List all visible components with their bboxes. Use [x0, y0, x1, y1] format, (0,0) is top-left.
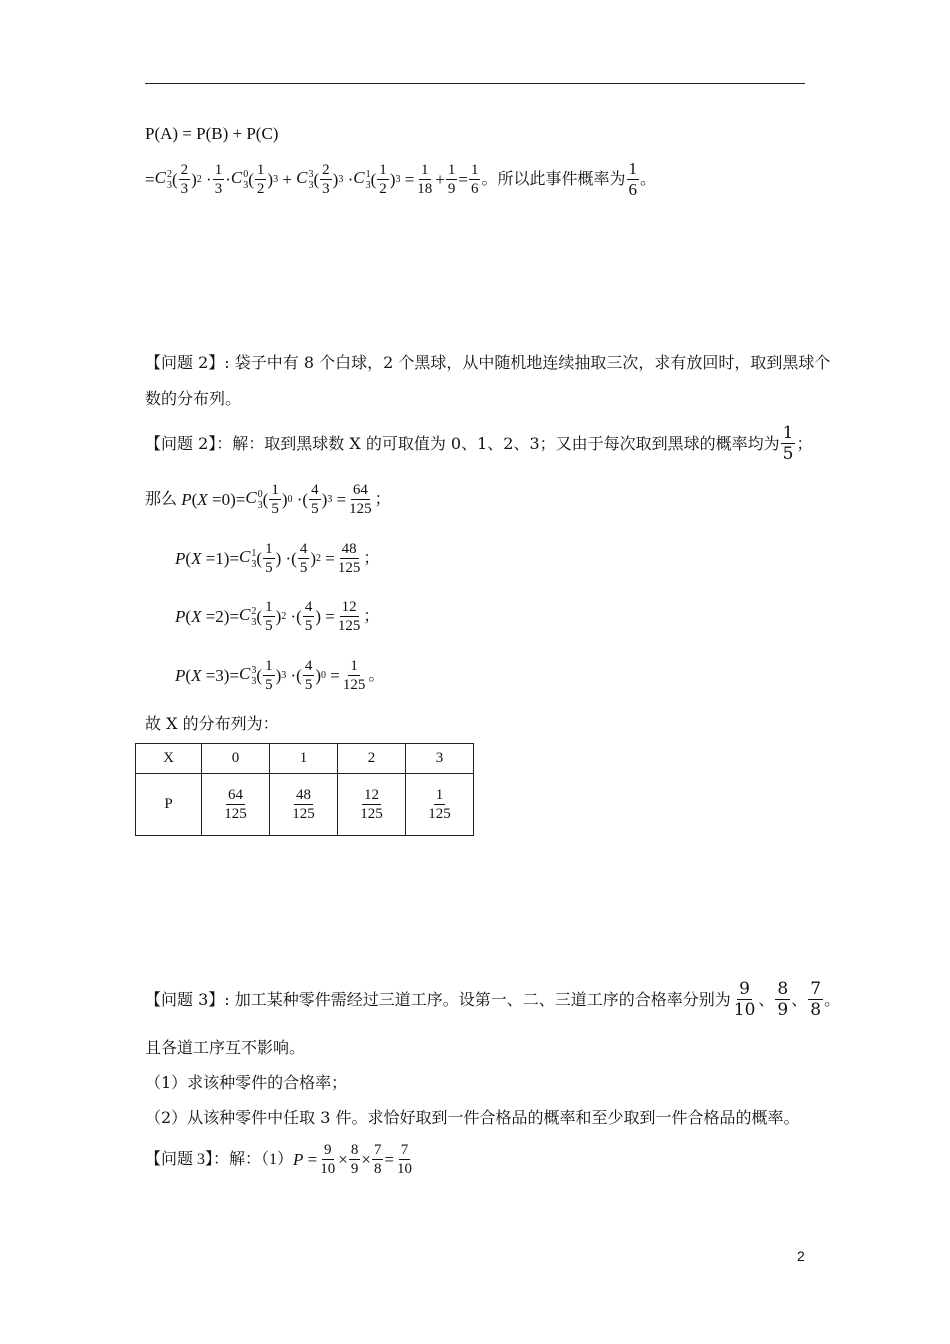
distribution-label: 故 X 的分布列为：: [145, 714, 279, 733]
probability-row-0: 那么 P ( X = 0 )= C 0 3 ( $\frac{1}{5}$ ) 0 ·( $\frac{4}{5}$ ) 3 = $\frac{64}{125}$ ；: [145, 482, 391, 517]
table-row-header: [136, 744, 474, 774]
problem-3-question-line-2: 且各道工序互不影响。: [145, 1038, 306, 1057]
header-rule: [145, 83, 805, 84]
probability-row-3: P ( X = 3 )= C 3 3 ( $\frac{1}{5}$ ) 3 ·( $\frac{4}{5}$ ) 0 = $\frac{1}{125}$ 。: [175, 658, 385, 693]
equation-line-1: P(A) = P(B) + P(C): [145, 124, 279, 143]
table-cell: X: [136, 744, 202, 774]
problem-2-question-line-2: 数的分布列。: [145, 389, 242, 408]
table-cell: 0: [202, 744, 270, 774]
probability-row-2: P ( X = 2 )= C 2 3 ( $\frac{1}{5}$ ) 2 ·( $\frac{4}{5}$ ) = $\frac{12}{125}$ ；: [175, 599, 380, 634]
problem-2-question-line-1: 【问题 2】: 袋子中有 8 个白球，2 个黑球，从中随机地连续抽取三次，求有放回时，取到黑球个: [145, 353, 831, 372]
probability-row-1: P ( X = 1 )= C 1 3 ( $\frac{1}{5}$ ) ·( $\frac{4}{5}$ ) 2 = $\frac{48}{125}$ ；: [175, 541, 380, 576]
table-cell: $\frac{1}{125}$: [406, 774, 474, 836]
table-cell: 3: [406, 744, 474, 774]
table-cell: $\frac{12}{125}$: [338, 774, 406, 836]
distribution-table: [135, 743, 474, 836]
table-cell: 1: [270, 744, 338, 774]
page-number: 2: [797, 1248, 805, 1264]
table-cell: 2: [338, 744, 406, 774]
table-cell: P: [136, 774, 202, 836]
problem-3-subquestion-2: （2）从该种零件中任取 3 件。求恰好取到一件合格品的概率和至少取到一件合格品的概率。: [145, 1108, 800, 1127]
problem-3-subquestion-1: （1）求该种零件的合格率；: [145, 1073, 348, 1092]
table-cell: $\frac{48}{125}$: [270, 774, 338, 836]
table-cell: $\frac{64}{125}$: [202, 774, 270, 836]
equation-line-2: = C 2 3 ( $\frac{2}{3}$ ) 2 · $\frac{1}{3}$ · C 0 3 ( $\frac{1}{2}$ ) 3 + C 3 3 ( $\frac{2}{3}$ ) 3 · C 1 3 ( $\frac{1}{2}$ ) 3 = $\frac{1}{18}$ + $\frac{1}{9}$ = $\frac{1}{6}$ 。所以此事件概率为 $\frac{1}{6}$ 。: [145, 159, 657, 199]
problem-3-answer: 【问题 3】：解：（1） P = $\frac{9}{10}$ × $\frac{8}{9}$ × $\frac{7}{8}$ = $\frac{7}{10}$: [145, 1142, 413, 1177]
table-row-probability: [136, 774, 474, 836]
problem-3-question-line-1: 【问题 3】: 加工某种零件需经过三道工序。设第一、二、三道工序的合格率分别为 $\frac{9}{10}$ 、 $\frac{8}{9}$ 、 $\frac{7}{8}$ 。: [145, 979, 841, 1020]
problem-2-answer-intro: 【问题 2】：解：取到黑球数 X 的可取值为 0、1、2、3；又由于每次取到黑球的概率均为 $\frac{1}{5}$ ；: [145, 423, 813, 464]
